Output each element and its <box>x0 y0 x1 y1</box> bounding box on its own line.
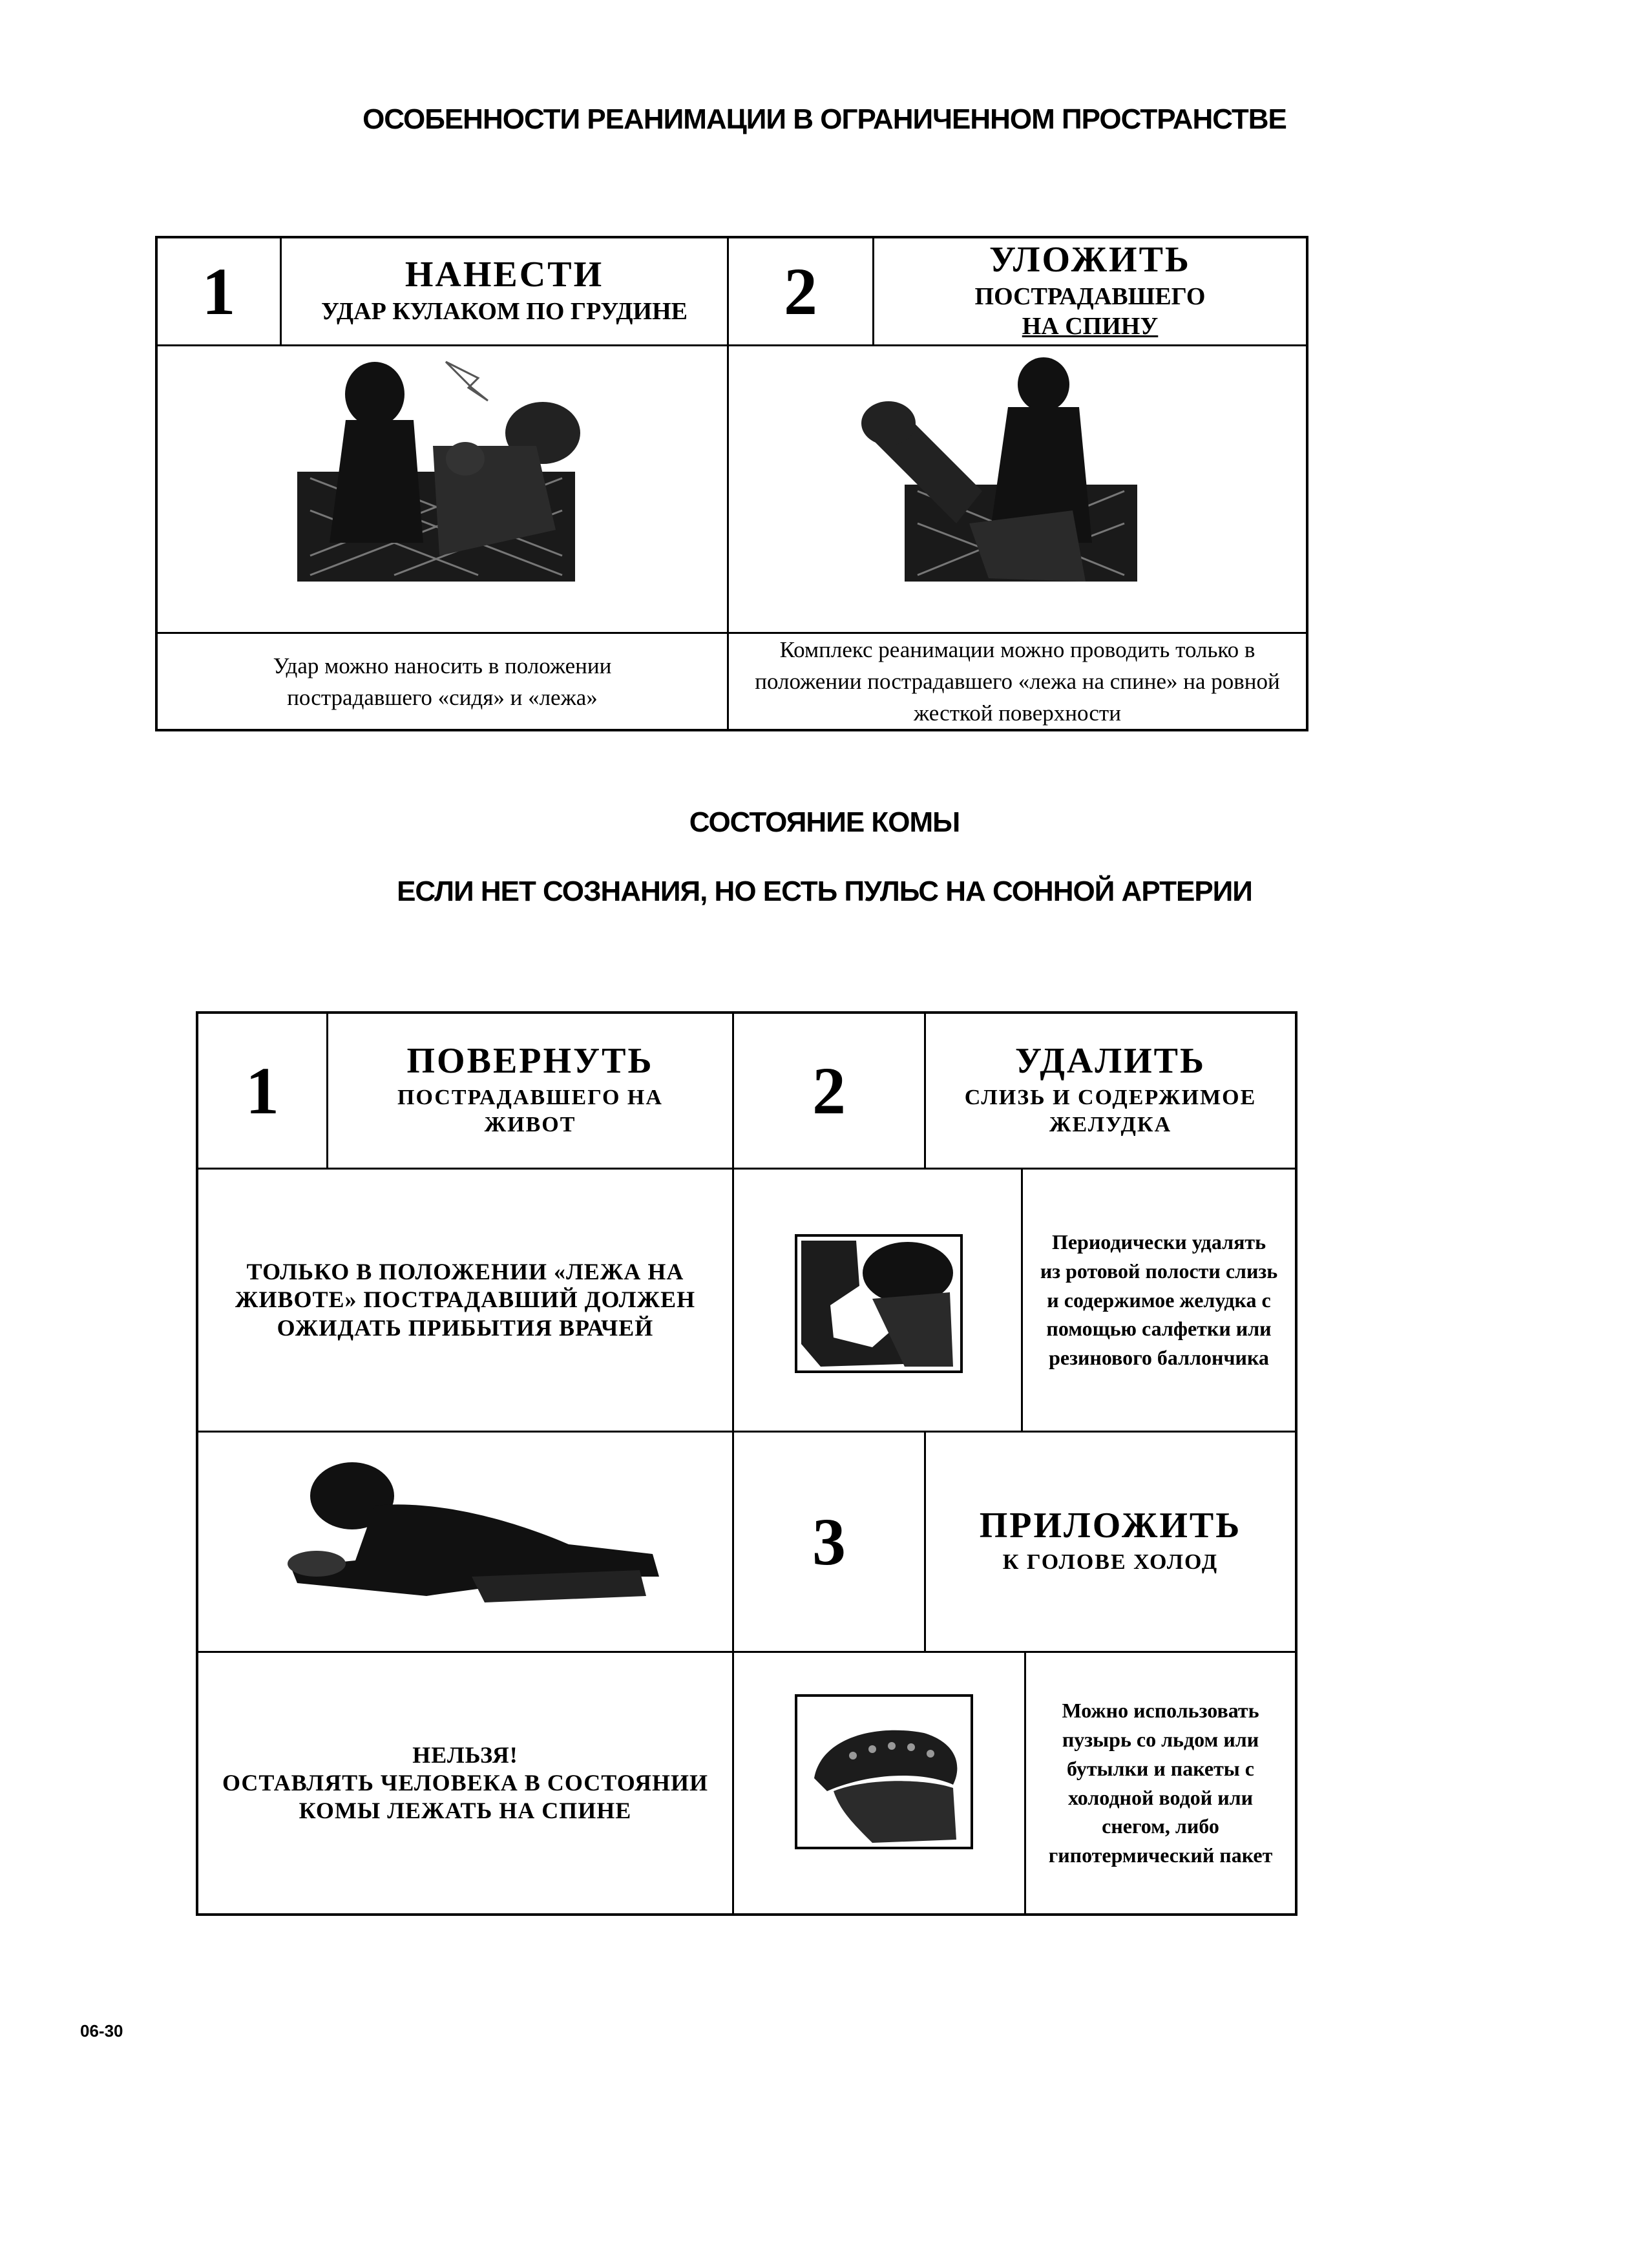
step-2-caption: Комплекс реанимации можно проводить только в положении пострадавшего «лежа на спине» на ровной жесткой поверхности <box>755 637 1280 726</box>
step-1-number: 1 <box>202 254 236 329</box>
divider <box>155 344 1308 346</box>
mouth-cleaning-note: Периодически удалять из ротовой полости слизь и содержимое желудка с помощью салфетки или резинового баллончика <box>1040 1230 1278 1370</box>
step-2-subtitle: ПОСТРАДАВШЕГО <box>974 282 1206 310</box>
cold-compress-illustration <box>795 1694 973 1849</box>
step-1-title: НАНЕСТИ <box>404 254 604 295</box>
coma-step-1-number: 1 <box>246 1053 279 1128</box>
recovery-position-illustration <box>278 1447 666 1622</box>
lay-on-back-illustration <box>859 355 1202 601</box>
coma-step-2-subtitle: СЛИЗЬ И СОДЕРЖИМОЕ ЖЕЛУДКА <box>964 1085 1257 1137</box>
chest-strike-illustration <box>284 349 620 588</box>
warning-note <box>198 1653 732 1913</box>
coma-step-1-title: ПОВЕРНУТЬ <box>406 1040 654 1081</box>
cold-compress-note: Можно использовать пузырь со льдом или бутылки и пакеты с холодной водой или снегом, либо гипотермический пакет <box>1048 1699 1273 1867</box>
coma-heading: СОСТОЯНИЕ КОМЫ <box>689 806 960 838</box>
step-2-title: УЛОЖИТЬ <box>989 239 1191 280</box>
coma-step-3-title: ПРИЛОЖИТЬ <box>979 1505 1242 1546</box>
step-1-caption: Удар можно наносить в положении пострадавшего «сидя» и «лежа» <box>273 653 612 710</box>
warning-text: ОСТАВЛЯТЬ ЧЕЛОВЕКА В СОСТОЯНИИ КОМЫ ЛЕЖАТЬ НА СПИНЕ <box>222 1769 709 1824</box>
coma-subheading: ЕСЛИ НЕТ СОЗНАНИЯ, НО ЕСТЬ ПУЛЬС НА СОННОЙ АРТЕРИИ <box>397 876 1252 907</box>
page-title: ОСОБЕННОСТИ РЕАНИМАЦИИ В ОГРАНИЧЕННОМ ПРОСТРАНСТВЕ <box>362 103 1287 135</box>
coma-step-1-header <box>328 1014 732 1168</box>
step-1-subtitle: УДАР КУЛАКОМ ПО ГРУДИНЕ <box>320 297 688 325</box>
step-2-header <box>874 238 1306 344</box>
prone-position-note: ТОЛЬКО В ПОЛОЖЕНИИ «ЛЕЖА НА ЖИВОТЕ» ПОСТРАДАВШИЙ ДОЛЖЕН ОЖИДАТЬ ПРИБЫТИЯ ВРАЧЕЙ <box>235 1259 696 1341</box>
coma-step-3-header <box>926 1433 1295 1651</box>
coma-step-3-number: 3 <box>812 1504 846 1579</box>
page-code: 06-30 <box>80 2021 123 2041</box>
coma-step-1-subtitle: ПОСТРАДАВШЕГО НА ЖИВОТ <box>397 1085 663 1137</box>
coma-step-2-title: УДАЛИТЬ <box>1014 1040 1206 1081</box>
coma-step-3-subtitle: К ГОЛОВЕ ХОЛОД <box>1002 1549 1219 1574</box>
coma-step-2-header <box>926 1014 1295 1168</box>
step-2-subtitle-line2: НА СПИНУ <box>1022 313 1159 340</box>
coma-step-2-number: 2 <box>812 1053 846 1128</box>
step-2-number: 2 <box>784 254 817 329</box>
mouth-cleaning-illustration <box>795 1234 963 1373</box>
step-1-header <box>282 238 727 344</box>
warning-title: НЕЛЬЗЯ! <box>412 1741 518 1768</box>
